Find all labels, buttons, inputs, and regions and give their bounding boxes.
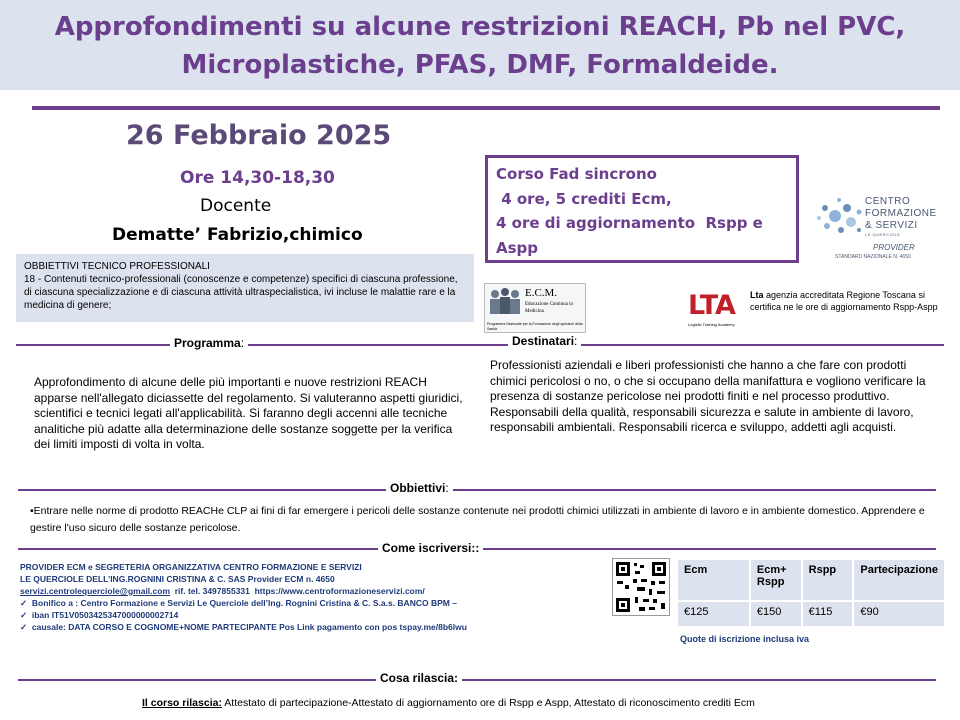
divider-rilascia [18,679,936,681]
obbiettivi-text: •Entrare nelle norme di prodotto REACHe CLP ai fini di far emergere i pericoli delle sostanze contenute nei prodotti chimici utilizzati in ambiente di lavoro e in ambiente domestico. Apprendere e gestire l'uso sicuro delle sostanze pericolose. [30,505,925,534]
provider-logo-line3: & SERVIZI [865,220,918,231]
course-line-3: 4 ore di aggiornamento Rspp e [496,214,763,232]
iscrizione-block [20,561,600,633]
qr-code-icon[interactable] [612,558,670,616]
price-value-partecipazione: €90 [853,601,945,627]
price-note: Quote di iscrizione inclusa iva [680,634,810,644]
lta-logo [688,290,746,332]
email-link[interactable]: servizi.centrolequerciole@gmail.com [20,586,171,596]
qr-code-graphic [613,559,669,615]
lta-description [750,290,944,313]
ecm-logo [484,283,586,333]
course-info-box [485,155,799,263]
destinatari-text-1: Professionisti aziendali e liberi professionisti che hanno a che fare con prodotti chimici pericolosi o no, o che si occupano della manifattura e vogliono verificare la presenza di sostanze pericolose nei prodotti finiti e nel processo produttivo. [490,358,926,403]
programma-heading [170,336,248,350]
check-icon: ✓ [20,598,28,608]
programma-colon: : [240,336,245,350]
check-icon: ✓ [20,622,28,632]
iscrizione-contacts [20,585,600,597]
ecm-logo-footer: Programma Nazionale per la Formazione degli operatori della Sanità [487,322,583,331]
lta-logo-text: LTA [688,290,735,321]
lta-logo-sub: Logistic Training Academy [688,322,735,327]
price-value-ecm-rspp: €150 [750,601,802,627]
title-line-1: Approfondimenti su alcune restrizioni REACH, Pb nel PVC, [54,12,906,42]
bullet-causale-text: causale: DATA CORSO E COGNOME+NOME PARTECIPANTE Pos Link pagamento con pos tspay.me/8b6lwu [31,622,467,632]
price-header-partecipazione: Partecipazione [853,559,945,601]
provider-logo-sub: LE QUERCIOLE [865,232,901,237]
obbiettivi-heading-text: Obbiettivi [390,481,446,495]
destinatari-colon: : [574,334,578,348]
rilascia-body: Attestato di partecipazione-Attestato di aggiornamento ore di Rspp e Aspp, Attestato di riconoscimento crediti Ecm [221,697,755,709]
contacts-text: rif. tel. 3497855331 https://www.centroformazioneservizi.com/ [170,586,425,596]
bullet-bonifico-text: Bonifico a : Centro Formazione e Servizi Le Querciole dell’Ing. Rognini Cristina & C. S.a.s. BANCO BPM – [31,598,457,608]
bullet-iban [20,609,600,621]
rilascia-label: Il corso rilascia: [142,697,222,709]
programma-text: Approfondimento di alcune delle più importanti e nuove restrizioni REACH apparse nell'allegato diciassette del regolamento. Si valuteranno aspetti giuridici, scientifici e tecnici legati all'applicabilità. Si faranno degli accenni alle tecniche analitiche più adatte alla determinazione delle sostanze soggette per la verifica dei limiti imposti di volta in volta. [34,375,463,451]
provider-standard: STANDARD NAZIONALE N. 4650 [835,254,911,260]
course-line-4: Aspp [496,238,539,257]
price-value-ecm: €125 [677,601,750,627]
rilascia-text [142,697,755,709]
price-table [676,558,946,628]
course-line-1: Corso Fad sincrono [496,165,657,183]
title-line-2: Microplastiche, PFAS, DMF, Formaldeide. [181,50,779,80]
destinatari-heading-text: Destinatari [512,334,575,348]
destinatari-text-2: Responsabili della qualità, responsabili sicurezza e salute in ambiente di lavoro, responsabili ambientali. Responsabili ricerca e sviluppo, addetti agli acquisti. [490,404,914,434]
check-icon: ✓ [20,610,28,620]
provider-label: PROVIDER [873,243,915,252]
price-header-row [677,559,945,601]
event-date: 26 Febbraio 2025 [126,120,392,151]
bullet-iban-text: iban IT51V0503425347000000002714 [31,610,179,620]
price-header-ecm: Ecm [677,559,750,601]
teacher-label: Docente [200,196,272,216]
title-banner [0,0,960,90]
price-value-rspp: €115 [802,601,854,627]
provider-logo-line2: FORMAZIONE [865,208,937,219]
price-header-rspp: Rspp [802,559,854,601]
programma-heading-text: Programma [174,336,241,350]
provider-logo-line1: CENTRO [865,196,911,207]
price-value-row [677,601,945,627]
obbiettivi-heading [386,481,453,495]
iscrizione-heading: Come iscriversi:: [378,541,483,555]
teacher-name: Dematte’ Fabrizio,chimico [112,225,363,245]
rilascia-heading: Cosa rilascia: [376,671,462,685]
ecm-logo-title: E.C.M. [525,287,558,299]
provider-logo [815,190,945,264]
divider-obbiettivi [18,489,936,491]
people-logo-icon [487,286,521,316]
technical-objectives-title: OBBIETTIVI TECNICO PROFESSIONALI [24,261,210,272]
iscrizione-line-2: LE QUERCIOLE DELL’ING.ROGNINI CRISTINA & C. SAS Provider ECM n. 4650 [20,574,335,584]
divider-top [32,106,940,110]
lta-text: agenzia accreditata Regione Toscana si certifica ne le ore di aggiornamento Rspp-Aspp [750,290,938,312]
obbiettivi-colon: : [445,481,449,495]
lta-name: Lta [750,290,764,300]
event-time: Ore 14,30-18,30 [180,168,335,188]
destinatari-heading [508,334,581,348]
divider-programma [16,344,944,346]
bullet-causale [20,621,600,633]
ecm-logo-sub: Educazione Continua in Medicina [525,302,574,314]
course-line-2: 4 ore, 5 crediti Ecm, [496,189,672,208]
price-header-ecm-rspp: Ecm+ Rspp [750,559,802,601]
bullet-bonifico [20,597,600,609]
technical-objectives-box [16,254,474,322]
dots-logo-icon [815,194,867,238]
technical-objectives-text: 18 - Contenuti tecnico-professionali (conoscenze e competenze) specifici di ciascuna professione, di ciascuna specializzazione e di ciascuna attività ultraspecialistica, ivi incluse le malattie rare e la medicina di genere; [24,274,458,311]
destinatari-text [490,358,930,436]
iscrizione-line-1: PROVIDER ECM e SEGRETERIA ORGANIZZATIVA CENTRO FORMAZIONE E SERVIZI [20,562,362,572]
